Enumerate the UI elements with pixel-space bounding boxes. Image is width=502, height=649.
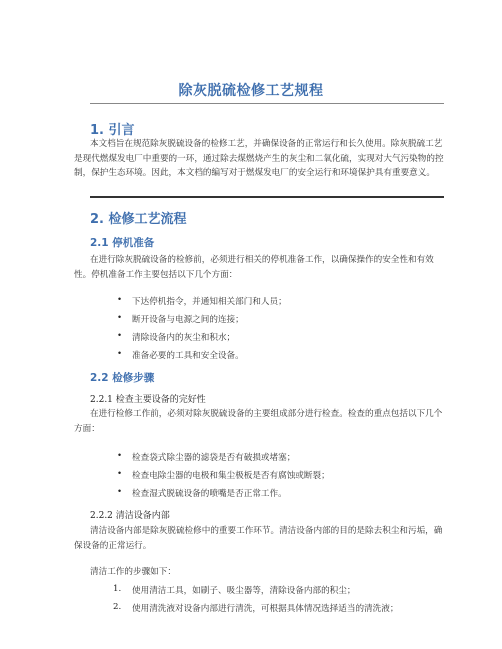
section-2-1-heading: 2.1 停机准备 [90,237,155,249]
step-text: 使用清洁工具，如刷子、吸尘器等，清除设备内部的积尘； [132,586,356,596]
title-divider [90,103,444,104]
bullet-marker: • [117,331,123,341]
step-text: 使用清洗液对设备内部进行清洗，可根据具体情况选择适当的清洗液； [132,604,399,614]
steps-intro: 清洁工作的步骤如下： [90,567,176,577]
step-number: 2. [113,602,122,612]
section-2-2-heading: 2.2 检修步骤 [90,372,155,384]
section-1-paragraph: 本文档旨在规范除灰脱硫设备的检修工艺，并确保设备的正常运行和长久使用。除灰脱硫工艺是现代燃煤发电厂中重要的一环，通过除去煤燃烧产生的灰尘和二氧化硫，实现对大气污染物的控制，保护生态环境。因此，本文档的编写对于燃煤发电厂的安全运行和环境保护具有重要意义。 [74,139,444,178]
bullet-marker: • [117,295,123,305]
section-2-2-1-heading: 2.2.1 检查主要设备的完好性 [90,395,206,405]
bullet-marker: • [117,349,123,359]
section-2-2-2-paragraph: 清洁设备内部是除灰脱硫检修中的重要工作环节。清洁设备内部的目的是除去积尘和污垢，确保设备的正常运行。 [74,526,443,551]
list-item: 检查湿式脱硫设备的喷嘴是否正常工作。 [132,489,287,499]
list-item: 检查电除尘器的电极和集尘极板是否有腐蚀或断裂； [132,471,330,481]
list-item: 断开设备与电源之间的连接； [132,315,244,325]
section-divider [90,196,444,198]
bullet-marker: • [117,451,123,461]
section-1-heading: 1. 引言 [90,123,135,138]
list-item: 清除设备内的灰尘和积水； [132,333,236,343]
list-item: 下达停机指令，并通知相关部门和人员； [132,297,287,307]
section-2-2-2-heading: 2.2.2 清洁设备内部 [90,511,170,521]
section-2-1-paragraph: 在进行除灰脱硫设备的检修前，必须进行相关的停机准备工作，以确保操作的安全性和有效性。停机准备工作主要包括以下几个方面： [74,255,434,280]
section-2-2-1-paragraph: 在进行检修工作前，必须对除灰脱硫设备的主要组成部分进行检查。检查的重点包括以下几个方面： [74,409,443,434]
bullet-marker: • [117,487,123,497]
section-2-heading: 2. 检修工艺流程 [90,212,187,227]
bullet-marker: • [117,313,123,323]
step-number: 1. [113,584,122,594]
list-item: 检查袋式除尘器的滤袋是否有破损或堵塞； [132,453,296,463]
list-item: 准备必要的工具和安全设备。 [132,351,244,361]
document-title: 除灰脱硫检修工艺规程 [178,83,324,99]
bullet-marker: • [117,469,123,479]
